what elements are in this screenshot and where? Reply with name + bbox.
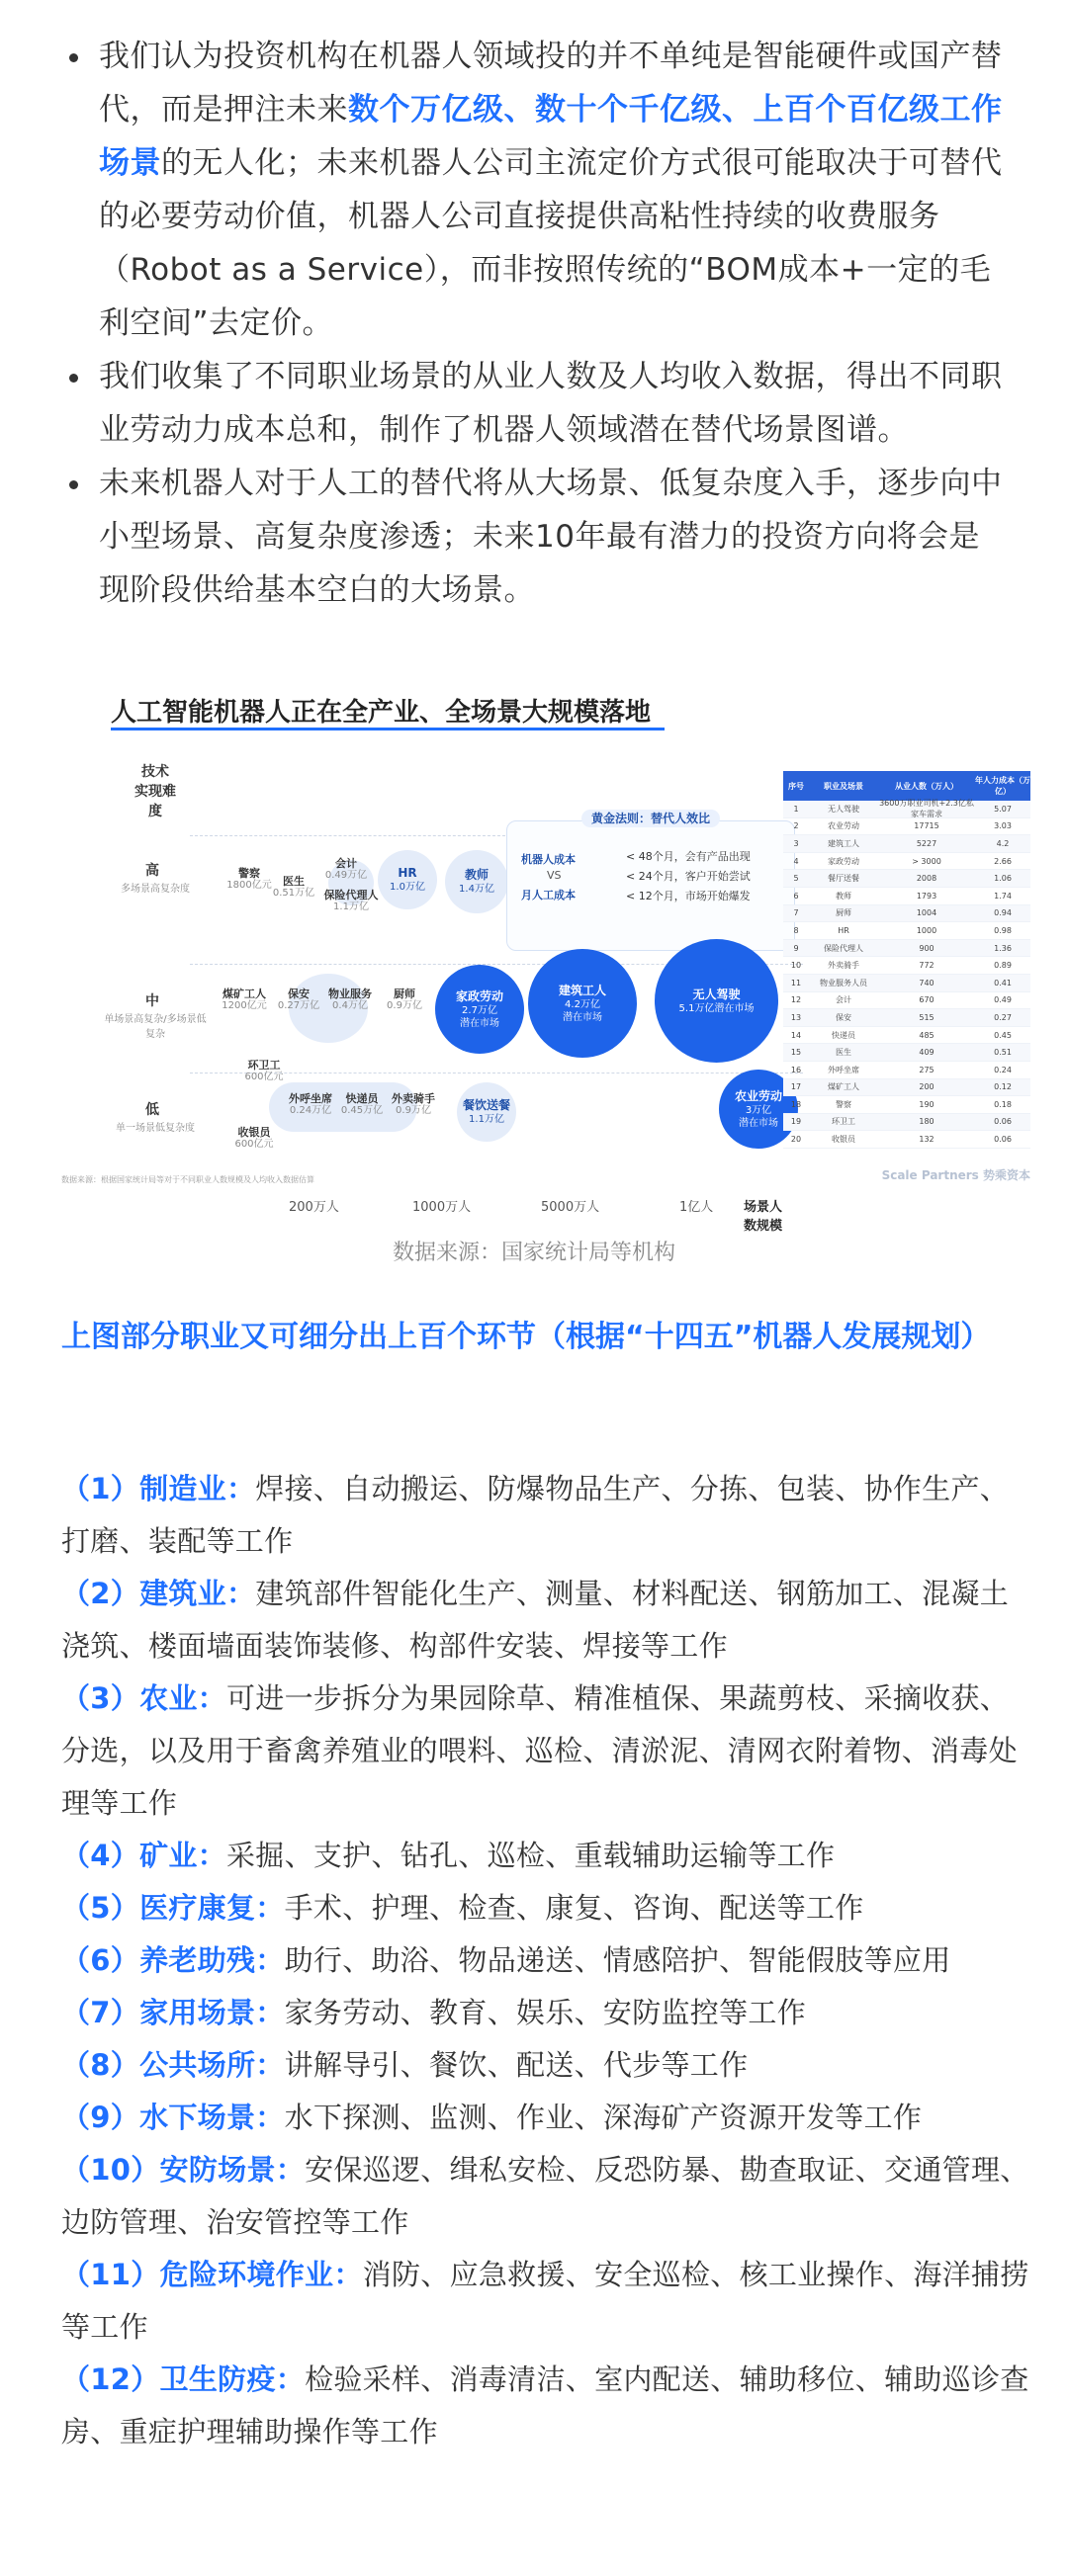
table-cell: 1000 [916, 925, 937, 935]
list-item: （3）农业：可进一步拆分为果园除草、精准植保、果蔬剪枝、采摘收获、分选，以及用于畜禽养殖业的喂料、巡检、清淤泥、清网衣附着物、消毒处理等工作 [61, 1681, 1018, 1820]
table-cell: 建筑工人 [828, 838, 859, 848]
table-cell: 18 [790, 1099, 802, 1109]
table-cell: 1 [793, 804, 799, 814]
table-row [783, 835, 1030, 853]
level-high: 高 [145, 863, 159, 879]
bubble-teacher: 教师 1.4万亿 [445, 850, 508, 913]
table-cell: 环卫工 [832, 1117, 855, 1127]
table-cell: 670 [919, 995, 934, 1005]
table-cell: 772 [919, 961, 934, 971]
table-cell: 1004 [916, 908, 937, 918]
table-cell: 515 [919, 1012, 934, 1022]
table-cell: 740 [919, 978, 934, 987]
table-cell: 200 [919, 1082, 934, 1092]
list-item: （10）安防场景：安保巡逻、缉私安检、反恐防暴、勘查取证、交通管理、边防管理、治安管控等工作 [61, 2153, 1029, 2239]
table-cell: 8 [793, 925, 799, 935]
table-row [783, 818, 1030, 836]
table-cell: 农业劳动 [828, 821, 859, 831]
list-item: （6）养老助残：助行、助浴、物品递送、情感陪护、智能假肢等应用 [61, 1943, 951, 1977]
table-cell: 1.74 [994, 891, 1012, 901]
table-cell: 煤矿工人 [828, 1082, 859, 1092]
x-axis-title: 场景人数规模 [744, 1200, 783, 1234]
table-cell: 0.45 [994, 1030, 1012, 1040]
figure-source-note: 数据来源：根据国家统计局等对于不同职业人数规模及人均收入数据估算 [61, 1175, 314, 1184]
table-row [783, 940, 1030, 958]
bubble-label-doctor: 医生 0.51万亿 [272, 875, 315, 899]
bubble-label-sanitation: 环卫工 600亿元 [244, 1059, 284, 1082]
table-cell: 保险代理人 [824, 943, 863, 953]
table-cell: 16 [790, 1065, 802, 1074]
table-cell: 物业服务人员 [820, 978, 867, 987]
bullet-item: 我们收集了不同职业场景的从业人数及人均收入数据，得出不同职业劳动力成本总和，制作了机器人领域潜在替代场景图谱。 [61, 350, 1011, 457]
table-row [783, 1062, 1030, 1079]
bubble-label-rider: 外卖骑手 0.9万亿 [392, 1092, 435, 1116]
table-cell: 0.24 [994, 1065, 1012, 1074]
table-cell: 12 [790, 995, 802, 1005]
table-cell: 409 [919, 1048, 934, 1058]
table-cell: 10 [790, 961, 802, 971]
x-tick: 1亿人 [679, 1200, 714, 1215]
x-tick: 200万人 [289, 1200, 339, 1215]
table-row [783, 853, 1030, 871]
table-cell: 275 [919, 1065, 934, 1074]
x-tick: 1000万人 [412, 1200, 472, 1215]
table-row [783, 1009, 1030, 1027]
table-cell: 外卖骑手 [828, 961, 859, 971]
bullet-dot-icon [69, 480, 78, 489]
table-cell: 13 [790, 1012, 802, 1022]
table-row [783, 922, 1030, 940]
bullet-dot-icon [69, 53, 78, 62]
highlight-text: 数个万亿级、数十个千亿级、上百个百亿级工作场景 [99, 92, 1003, 181]
list-item: （8）公共场所：讲解导引、餐饮、配送、代步等工作 [61, 2048, 749, 2082]
scenario-map-figure [61, 692, 1030, 1234]
list-item: （7）家用场景：家务劳动、教育、娱乐、安防监控等工作 [61, 1996, 806, 2029]
table-row [783, 1131, 1030, 1149]
section-heading: 上图部分职业又可细分出上百个环节（根据“十四五”机器人发展规划） [61, 1320, 991, 1354]
figure-title: 人工智能机器人正在全产业、全场景大规模落地 [111, 698, 652, 728]
bubble-label-miner: 煤矿工人 1200亿元 [222, 987, 267, 1011]
table-cell: 2008 [916, 874, 937, 884]
table-cell: 无人驾驶 [828, 804, 859, 814]
y-axis-title: 技术 实现难度 [134, 764, 176, 819]
bubble-agriculture: 农业劳动 3万亿 潜在市场 [719, 1070, 798, 1149]
table-cell: 2.66 [994, 856, 1012, 866]
bubble-autonomous-driving: 无人驾驶 5.1万亿潜在市场 [655, 939, 778, 1063]
list-item: （5）医疗康复：手术、护理、检查、康复、咨询、配送等工作 [61, 1891, 864, 1925]
level-low: 低 [145, 1102, 159, 1118]
level-high-sub: 多场景高复杂度 [121, 884, 190, 895]
bubble-label-accountant: 会计 0.49万亿 [324, 857, 368, 881]
table-body [783, 801, 1030, 1149]
table-cell: 15 [790, 1048, 802, 1058]
table-row [783, 1114, 1030, 1132]
table-row [783, 1044, 1030, 1062]
table-cell: 19 [790, 1117, 802, 1127]
brand-watermark: Scale Partners 势乘资本 [881, 1168, 1030, 1182]
table-cell: 0.06 [994, 1117, 1012, 1127]
level-mid-sub: 单场景高复杂/多场景低复杂 [104, 1014, 207, 1040]
bullet-item: 我们认为投资机构在机器人领域投的并不单纯是智能硬件或国产替代，而是押注未来数个万亿级、数十个千亿级、上百个百亿级工作场景的无人化；未来机器人公司主流定价方式很可能取决于可替代的必要劳动价值，机器人公司直接提供高粘性持续的收费服务（Robot as a Service），而非按照传统的“BOM成本+一定的毛利空间”去定价。 [61, 30, 1011, 350]
bubble-label-insurance: 保险代理人 1.1万亿 [323, 889, 379, 912]
table-cell: 5.07 [994, 804, 1012, 814]
list-item: （1）制造业：焊接、自动搬运、防爆物品生产、分拣、包装、协作生产、打磨、装配等工作 [61, 1472, 1010, 1558]
bubble-hr: HR 1.0万亿 [378, 850, 437, 909]
table-cell: 900 [919, 943, 934, 953]
table-cell: 餐厅送餐 [828, 874, 859, 884]
table-cell: 5 [793, 874, 799, 884]
occupation-table [783, 771, 1030, 1149]
table-cell: 0.18 [994, 1099, 1012, 1109]
title-underline [111, 728, 665, 730]
list-item: （12）卫生防疫：检验采样、消毒清洁、室内配送、辅助移位、辅助巡诊查房、重症护理辅助操作等工作 [61, 2362, 1029, 2448]
table-cell: 快递员 [832, 1030, 855, 1040]
table-cell: 9 [793, 943, 799, 953]
bubble-construction: 建筑工人 4.2万亿 潜在市场 [528, 949, 637, 1058]
level-mid: 中 [145, 993, 159, 1009]
table-cell: 17715 [914, 821, 939, 831]
table-row [783, 1096, 1030, 1114]
bullet-item: 未来机器人对于人工的替代将从大场景、低复杂度入手，逐步向中小型场景、高复杂度渗透；未来10年最有潜力的投资方向将会是现阶段供给基本空白的大场景。 [61, 457, 1011, 617]
bubble-label-cashier: 收银员 600亿元 [234, 1126, 274, 1150]
table-cell: 0.41 [994, 978, 1012, 987]
list-item: （4）矿业：采掘、支护、钻孔、巡检、重载辅助运输等工作 [61, 1839, 836, 1872]
table-row [783, 957, 1030, 975]
table-cell: 6 [793, 891, 799, 901]
bubble-food-delivery: 餐饮送餐 1.1万亿 [457, 1082, 516, 1142]
table-cell: 3.03 [994, 821, 1012, 831]
bullet-list [61, 30, 1011, 617]
table-cell: 保安 [836, 1012, 851, 1022]
table-cell: 3600万职业司机+2.3亿私家车需求 [879, 799, 974, 819]
table-cell: 教师 [836, 891, 851, 901]
table-cell: 1.06 [994, 874, 1012, 884]
table-cell: 20 [790, 1135, 802, 1145]
table-cell: 警察 [836, 1099, 851, 1109]
table-cell: 5227 [916, 838, 937, 848]
table-cell: 4 [793, 856, 799, 866]
bubble-label-guard: 保安 0.27万亿 [277, 987, 320, 1011]
table-cell: HR [838, 925, 849, 935]
bubble-label-police: 警察 1800亿元 [226, 867, 272, 891]
table-cell: 外呼坐席 [828, 1065, 859, 1074]
table-cell: 0.27 [994, 1012, 1012, 1022]
table-cell: 0.89 [994, 961, 1012, 971]
table-row [783, 870, 1030, 888]
table-cell: 收银员 [832, 1135, 855, 1145]
table-cell: 7 [793, 908, 799, 918]
x-tick: 5000万人 [541, 1200, 600, 1215]
table-row [783, 992, 1030, 1010]
table-cell: 132 [919, 1135, 934, 1145]
table-cell: 17 [790, 1082, 802, 1092]
table-cell: 0.49 [994, 995, 1012, 1005]
bubble-label-property: 物业服务 0.4万亿 [328, 987, 372, 1011]
table-cell: 4.2 [996, 838, 1010, 848]
table-header: 序号 职业及场景 从业人数（万人） 年人力成本（万亿） [783, 771, 1030, 801]
table-cell: 家政劳动 [828, 856, 859, 866]
table-row [783, 1079, 1030, 1097]
table-row [783, 1027, 1030, 1045]
list-item: （11）危险环境作业：消防、应急救援、安全巡检、核工业操作、海洋捕捞等工作 [61, 2258, 1029, 2344]
list-item: （9）水下场景：水下探测、监测、作业、深海矿产资源开发等工作 [61, 2101, 923, 2134]
table-cell: > 3000 [912, 856, 941, 866]
table-cell: 0.94 [994, 908, 1012, 918]
level-low-sub: 单一场景低复杂度 [116, 1123, 195, 1134]
figure-caption: 数据来源：国家统计局等机构 [392, 1241, 675, 1265]
table-row [783, 801, 1030, 818]
table-cell: 3 [793, 838, 799, 848]
table-row [783, 905, 1030, 923]
table-cell: 485 [919, 1030, 934, 1040]
table-cell: 医生 [836, 1048, 851, 1058]
golden-rule-box: 黄金法则：替代人效比 机器人成本 VS 月人工成本 < 48个月，会有产品出现 < 24个月，客户开始尝试 < 12个月，市场开始爆发 [506, 820, 795, 951]
table-cell: 0.98 [994, 925, 1012, 935]
table-row [783, 975, 1030, 992]
table-cell: 1.36 [994, 943, 1012, 953]
table-cell: 11 [790, 978, 802, 987]
table-cell: 0.12 [994, 1082, 1012, 1092]
bubble-label-courier: 快递员 0.45万亿 [340, 1092, 384, 1116]
subsector-list [61, 1463, 1030, 2458]
bullet-dot-icon [69, 374, 78, 383]
table-cell: 厨师 [836, 908, 851, 918]
table-cell: 14 [790, 1030, 802, 1040]
table-cell: 0.51 [994, 1048, 1012, 1058]
bubble-housekeeping: 家政劳动 2.7万亿 潜在市场 [435, 965, 524, 1054]
table-cell: 0.06 [994, 1135, 1012, 1145]
bubble-label-callcenter: 外呼坐席 0.24万亿 [289, 1092, 332, 1116]
table-cell: 190 [919, 1099, 934, 1109]
table-cell: 1793 [916, 891, 937, 901]
table-cell: 会计 [836, 995, 851, 1005]
list-item: （2）建筑业：建筑部件智能化生产、测量、材料配送、钢筋加工、混凝土浇筑、楼面墙面装饰装修、构部件安装、焊接等工作 [61, 1577, 1010, 1663]
bubble-label-chef: 厨师 0.9万亿 [387, 987, 422, 1011]
table-cell: 2 [793, 821, 799, 831]
table-cell: 180 [919, 1117, 934, 1127]
table-row [783, 888, 1030, 905]
